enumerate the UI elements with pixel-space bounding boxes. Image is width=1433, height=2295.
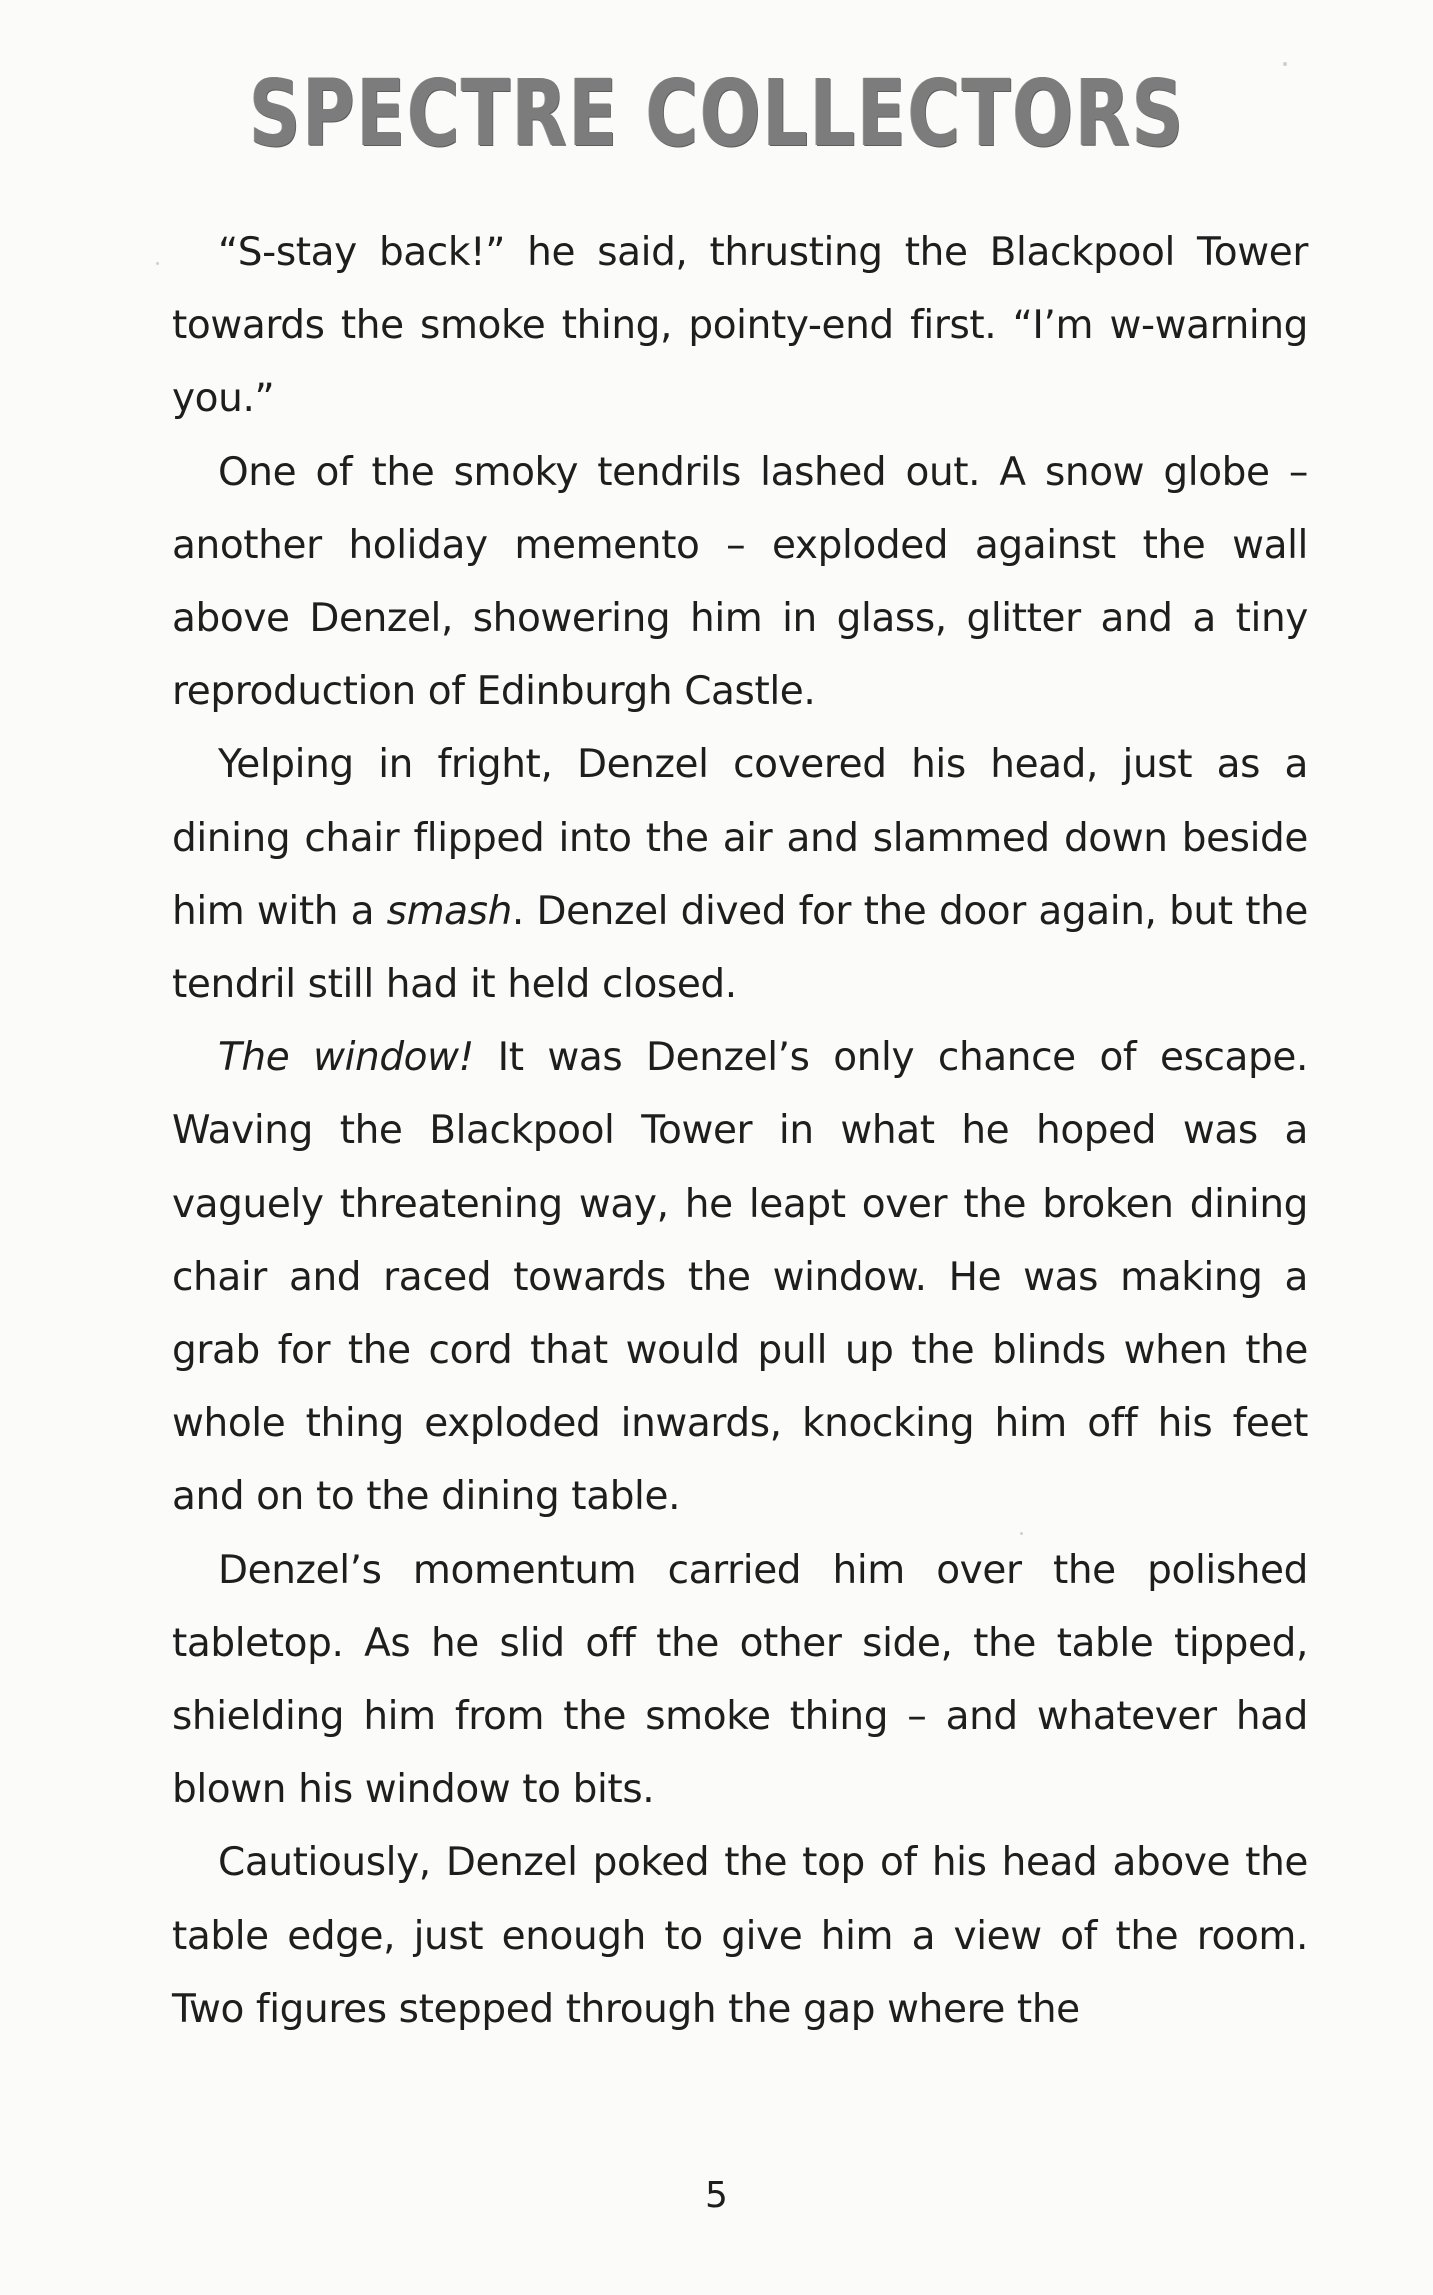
paragraph-text: It was Denzel’s only chance of escape. Waving the Blackpool Tower in what he hoped was a vaguely threatening way, he leapt over the broken dining chair and raced towards the window. He was making a grab for the cord that would pull up the blinds when the whole thing exploded inwards, knocking him off his feet and on to the dining table. [172,1035,1308,1520]
italic-phrase: The window! [218,1035,474,1081]
paragraph-text: Denzel’s momentum carried him over the polished tabletop. As he slid off the other side, the table tipped, shielding him from the smoke thing – and whatever had blown his window to bits. [172,1547,1308,1813]
paragraph-text: Cautiously, Denzel poked the top of his head above the table edge, just enough to give him a view of the room. Two figures stepped through the gap where the [172,1840,1308,2032]
series-title: SPECTRE COLLECTORS [248,60,1185,167]
italic-word: smash [386,888,512,934]
paragraph-text: “S-stay back!” he said, thrusting the Blackpool Tower towards the smoke thing, pointy-end first. “I’m w-warning you.” [172,230,1308,422]
paragraph [172,728,1308,1021]
body-text [172,216,1308,2046]
scan-speck [156,262,159,265]
paragraph-text: Yelping in fright, Denzel covered his head, just as a dining chair flipped into the air and slammed down beside him with a [172,742,1308,934]
paragraph-text: . Denzel dived for the door again, but the tendril still had it held closed. [172,888,1308,1008]
paragraph [172,1534,1308,1827]
paragraph-text: One of the smoky tendrils lashed out. A snow globe – another holiday memento – exploded against the wall above Denzel, showering him in glass, glitter and a tiny reproduction of Edinburgh Castle. [172,449,1308,715]
paragraph [172,436,1308,729]
paragraph [172,1021,1308,1533]
scan-speck [1020,1532,1023,1535]
paragraph [172,216,1308,436]
paragraph [172,1826,1308,2046]
page-number: 5 [705,2175,728,2216]
scan-speck [1283,62,1287,66]
running-header [0,60,1433,167]
